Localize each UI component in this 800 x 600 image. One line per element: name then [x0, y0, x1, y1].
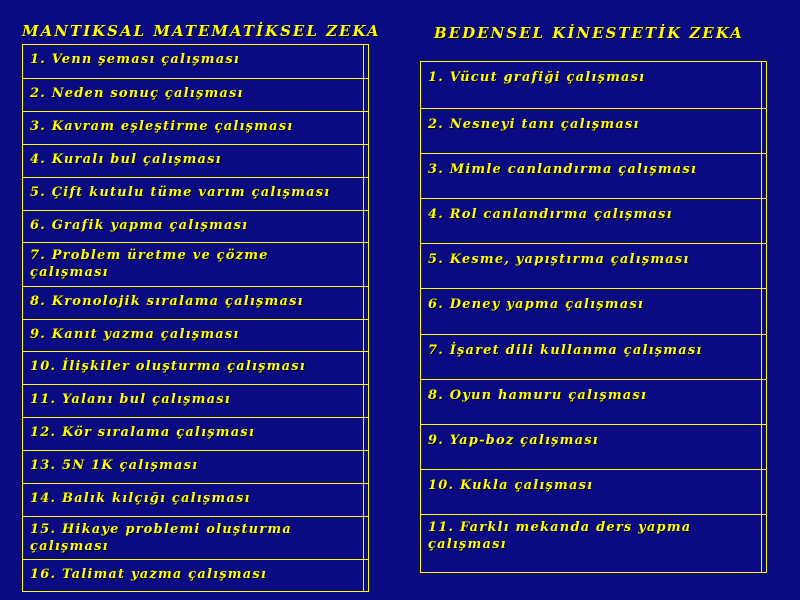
list-item: [421, 153, 766, 198]
list-item: [421, 469, 766, 514]
list-item-label: 9. Yap-boz çalışması: [428, 433, 599, 448]
list-item-label: 7. Problem üretme ve çözme çalışması: [30, 248, 269, 280]
list-item-label: 12. Kör sıralama çalışması: [30, 425, 255, 440]
list-item: [23, 78, 368, 111]
list-item-label: 2. Nesneyi tanı çalışması: [428, 117, 640, 132]
bodily-kinesthetic-heading: BEDENSEL KİNESTETİK ZEKA: [434, 24, 744, 42]
list-item: [23, 144, 368, 177]
list-item-label: 11. Yalanı bul çalışması: [30, 392, 231, 407]
list-item-label: 9. Kanıt yazma çalışması: [30, 327, 240, 342]
list-item-label: 11. Farklı mekanda ders yapma çalışması: [428, 520, 692, 552]
list-item-label: 1. Vücut grafiği çalışması: [428, 70, 646, 85]
list-item-label: 3. Kavram eşleştirme çalışması: [30, 119, 294, 134]
list-item: [421, 243, 766, 288]
list-item-label: 16. Talimat yazma çalışması: [30, 567, 268, 582]
list-item: [421, 198, 766, 243]
list-item: [421, 108, 766, 153]
list-item: [421, 334, 766, 379]
list-item-label: 15. Hikaye problemi oluşturma çalışması: [30, 522, 292, 554]
logical-math-heading: MANTIKSAL MATEMATİKSEL ZEKA: [22, 22, 381, 40]
list-item: [23, 483, 368, 516]
list-item-label: 14. Balık kılçığı çalışması: [30, 491, 251, 506]
list-item: [421, 379, 766, 424]
list-item-label: 1. Venn şeması çalışması: [30, 52, 241, 67]
list-item: [23, 417, 368, 450]
list-item-label: 4. Rol canlandırma çalışması: [428, 207, 673, 222]
list-item: [23, 351, 368, 384]
list-item: [23, 516, 368, 559]
list-item: [23, 177, 368, 210]
list-item: [421, 288, 766, 334]
list-item-label: 5. Kesme, yapıştırma çalışması: [428, 252, 690, 267]
list-item-label: 8. Oyun hamuru çalışması: [428, 388, 648, 403]
list-item: [23, 559, 368, 593]
list-item: [23, 384, 368, 417]
list-item: [23, 319, 368, 351]
list-item-label: 5. Çift kutulu tüme varım çalışması: [30, 185, 331, 200]
list-item-label: 3. Mimle canlandırma çalışması: [428, 162, 698, 177]
list-item: [421, 514, 766, 574]
list-item-label: 6. Grafik yapma çalışması: [30, 218, 249, 233]
logical-math-table: [22, 44, 369, 592]
list-item-label: 10. İlişkiler oluşturma çalışması: [30, 359, 306, 374]
list-item: [421, 62, 766, 108]
list-item: [23, 45, 368, 78]
list-item-label: 13. 5N 1K çalışması: [30, 458, 199, 473]
list-item: [421, 424, 766, 469]
list-item: [23, 111, 368, 144]
list-item-label: 4. Kuralı bul çalışması: [30, 152, 222, 167]
list-item: [23, 210, 368, 242]
list-item-label: 7. İşaret dili kullanma çalışması: [428, 343, 703, 358]
bodily-kinesthetic-table: [420, 61, 767, 573]
list-item-label: 2. Neden sonuç çalışması: [30, 86, 244, 101]
list-item: [23, 450, 368, 483]
list-item: [23, 286, 368, 319]
list-item: [23, 242, 368, 286]
list-item-label: 10. Kukla çalışması: [428, 478, 594, 493]
list-item-label: 8. Kronolojik sıralama çalışması: [30, 294, 304, 309]
list-item-label: 6. Deney yapma çalışması: [428, 297, 644, 312]
